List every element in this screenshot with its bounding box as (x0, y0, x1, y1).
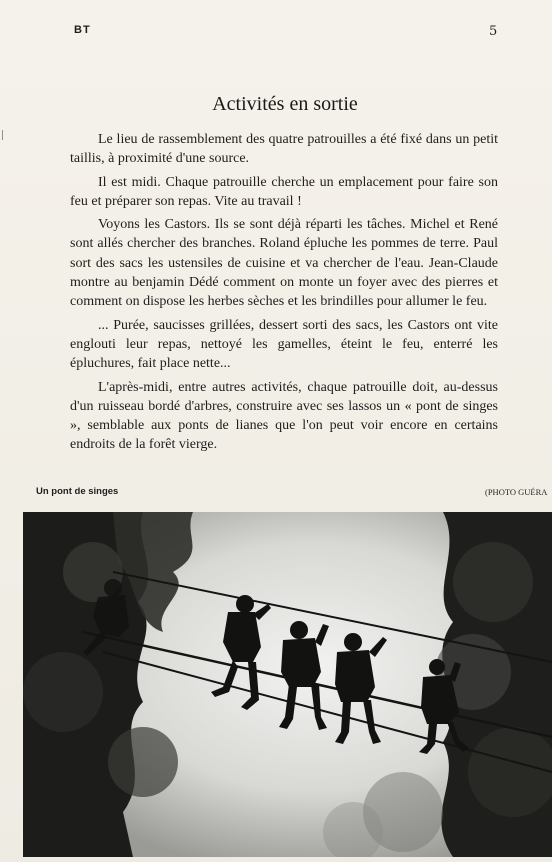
figure-caption: Un pont de singes (36, 486, 119, 497)
paragraph: Voyons les Castors. Ils se sont déjà réparti les tâches. Michel et René sont allés chercher des branches. Roland épluche les pommes de terre. Paul sort des sacs les ustensiles de cuisine et va chercher de l'eau. Jean-Claude montre au benjamin Dédé comment on monte un foyer avec des pierres et comment on dispose les herbes sèches et les brindilles pour allumer le feu. (70, 217, 498, 310)
running-header: BT (74, 24, 91, 36)
article-body (70, 130, 498, 459)
photograph-monkey-bridge (23, 512, 552, 857)
photo-credit: (PHOTO GUÉRA (485, 487, 548, 497)
photo-illustration (23, 512, 552, 857)
paragraph: Le lieu de rassemblement des quatre patrouilles a été fixé dans un petit taillis, à proximité d'une source. (70, 132, 498, 167)
paragraph: Il est midi. Chaque patrouille cherche un emplacement pour faire son feu et préparer son repas. Vite au travail ! (70, 174, 498, 209)
margin-mark (2, 130, 9, 140)
paragraph: L'après-midi, entre autres activités, chaque patrouille doit, au-dessus d'un ruisseau bordé d'arbres, construire avec ses lassos un « pont de singes », semblable aux ponts de lianes que l'on peut voir encore en certains endroits de la forêt vierge. (70, 379, 498, 453)
page-number: 5 (489, 24, 498, 39)
paragraph: ... Purée, saucisses grillées, dessert sorti des sacs, les Castors ont vite englouti leur repas, nettoyé les gamelles, éteint le feu, enterré les épluchures, fait place nette... (70, 317, 498, 372)
article-title: Activités en sortie (212, 93, 358, 115)
